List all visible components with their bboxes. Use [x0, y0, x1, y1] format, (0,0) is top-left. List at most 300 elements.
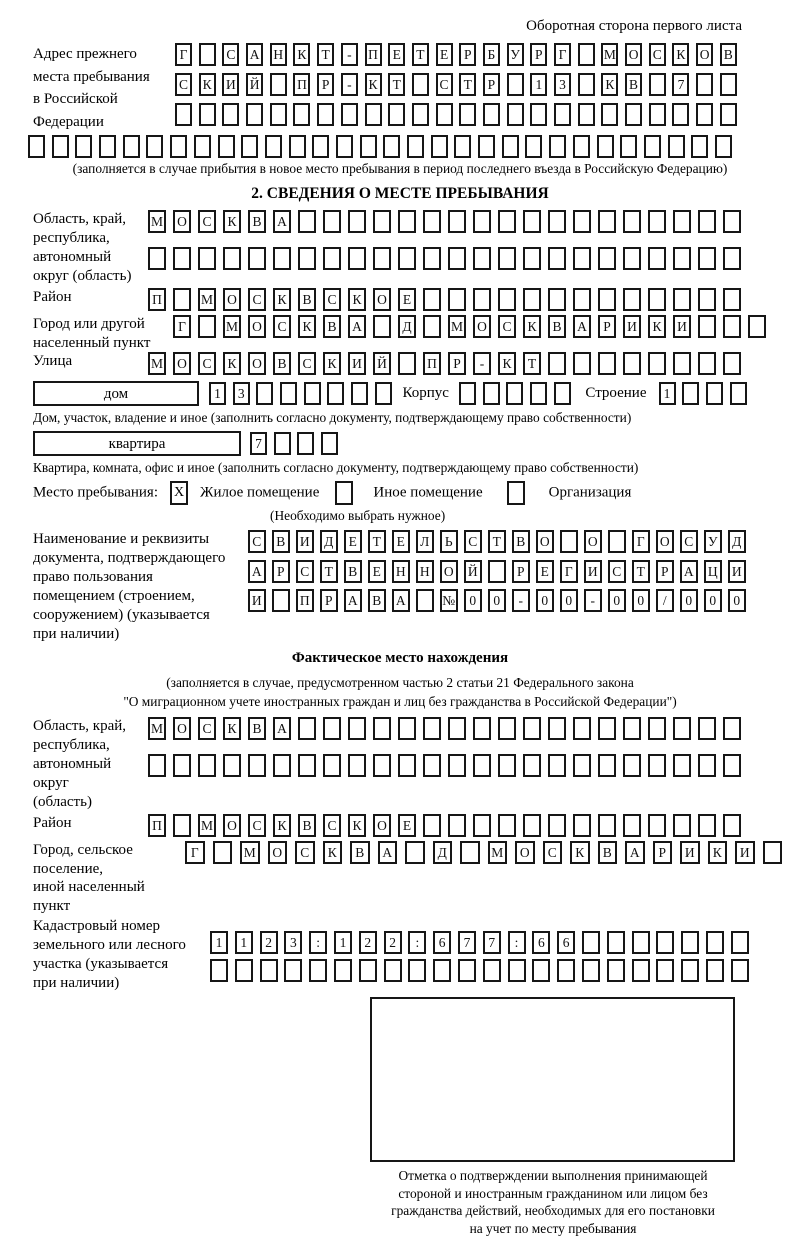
char-box[interactable]: Р: [448, 352, 466, 375]
char-box[interactable]: Т: [459, 73, 476, 96]
char-box[interactable]: Р: [272, 560, 290, 583]
char-box[interactable]: Д: [398, 315, 416, 338]
char-box[interactable]: [272, 589, 290, 612]
char-box[interactable]: К: [223, 717, 241, 740]
char-box[interactable]: П: [148, 288, 166, 311]
char-box[interactable]: [763, 841, 783, 864]
char-box[interactable]: [423, 247, 441, 270]
char-box[interactable]: [673, 288, 691, 311]
char-box[interactable]: [223, 247, 241, 270]
char-box[interactable]: [706, 931, 724, 954]
char-box[interactable]: [673, 352, 691, 375]
char-box[interactable]: [573, 352, 591, 375]
char-box[interactable]: [623, 352, 641, 375]
char-box[interactable]: [454, 135, 471, 158]
char-box[interactable]: Е: [398, 814, 416, 837]
char-box[interactable]: Е: [536, 560, 554, 583]
char-box[interactable]: [715, 135, 732, 158]
char-box[interactable]: С: [198, 210, 216, 233]
char-box[interactable]: [644, 135, 661, 158]
char-box[interactable]: [199, 43, 216, 66]
char-box[interactable]: [498, 754, 516, 777]
char-box[interactable]: [483, 382, 500, 405]
char-box[interactable]: [448, 754, 466, 777]
char-box[interactable]: [28, 135, 45, 158]
char-box[interactable]: В: [368, 589, 386, 612]
char-box[interactable]: К: [523, 315, 541, 338]
char-box[interactable]: [632, 959, 650, 982]
char-box[interactable]: М: [488, 841, 508, 864]
char-box[interactable]: [508, 959, 526, 982]
char-box[interactable]: [199, 103, 216, 126]
char-box[interactable]: [123, 135, 140, 158]
char-box[interactable]: [248, 247, 266, 270]
char-box[interactable]: [336, 135, 353, 158]
char-box[interactable]: К: [498, 352, 516, 375]
char-box[interactable]: [578, 43, 595, 66]
char-box[interactable]: 6: [433, 931, 451, 954]
char-box[interactable]: [173, 814, 191, 837]
char-box[interactable]: [148, 247, 166, 270]
char-box[interactable]: [632, 931, 650, 954]
char-box[interactable]: [523, 717, 541, 740]
char-box[interactable]: [672, 103, 689, 126]
char-box[interactable]: 7: [250, 432, 267, 455]
char-box[interactable]: [373, 754, 391, 777]
char-box[interactable]: -: [512, 589, 530, 612]
char-box[interactable]: [698, 352, 716, 375]
char-box[interactable]: В: [272, 530, 290, 553]
char-box[interactable]: [748, 315, 766, 338]
char-box[interactable]: [375, 382, 392, 405]
char-box[interactable]: С: [222, 43, 239, 66]
char-box[interactable]: 2: [359, 931, 377, 954]
char-box[interactable]: /: [656, 589, 674, 612]
char-box[interactable]: К: [648, 315, 666, 338]
char-box[interactable]: 0: [536, 589, 554, 612]
char-box[interactable]: 0: [608, 589, 626, 612]
char-box[interactable]: [523, 754, 541, 777]
char-box[interactable]: [383, 135, 400, 158]
char-box[interactable]: [623, 288, 641, 311]
char-box[interactable]: [691, 135, 708, 158]
char-box[interactable]: [273, 247, 291, 270]
char-box[interactable]: [502, 135, 519, 158]
char-box[interactable]: [620, 135, 637, 158]
char-box[interactable]: 6: [557, 931, 575, 954]
char-box[interactable]: [573, 288, 591, 311]
char-box[interactable]: [530, 103, 547, 126]
char-box[interactable]: [656, 931, 674, 954]
char-box[interactable]: :: [309, 931, 327, 954]
char-box[interactable]: [194, 135, 211, 158]
char-box[interactable]: [698, 315, 716, 338]
char-box[interactable]: К: [365, 73, 382, 96]
char-box[interactable]: [297, 432, 314, 455]
char-box[interactable]: А: [378, 841, 398, 864]
char-box[interactable]: [525, 135, 542, 158]
char-box[interactable]: [248, 754, 266, 777]
char-box[interactable]: [598, 288, 616, 311]
char-box[interactable]: П: [293, 73, 310, 96]
char-box[interactable]: [213, 841, 233, 864]
char-box[interactable]: О: [696, 43, 713, 66]
char-box[interactable]: И: [248, 589, 266, 612]
char-box[interactable]: [373, 717, 391, 740]
char-box[interactable]: Т: [632, 560, 650, 583]
char-box[interactable]: [573, 814, 591, 837]
char-box[interactable]: Й: [464, 560, 482, 583]
char-box[interactable]: О: [536, 530, 554, 553]
char-box[interactable]: [648, 717, 666, 740]
char-box[interactable]: А: [246, 43, 263, 66]
char-box[interactable]: [274, 432, 291, 455]
char-box[interactable]: И: [680, 841, 700, 864]
char-box[interactable]: К: [348, 814, 366, 837]
char-box[interactable]: [681, 959, 699, 982]
char-box[interactable]: [730, 382, 747, 405]
char-box[interactable]: [423, 210, 441, 233]
char-box[interactable]: [573, 247, 591, 270]
char-box[interactable]: [478, 135, 495, 158]
char-box[interactable]: [623, 814, 641, 837]
char-box[interactable]: С: [298, 352, 316, 375]
char-box[interactable]: [557, 959, 575, 982]
char-box[interactable]: [458, 959, 476, 982]
char-box[interactable]: [52, 135, 69, 158]
char-box[interactable]: И: [296, 530, 314, 553]
char-box[interactable]: 0: [464, 589, 482, 612]
char-box[interactable]: Т: [388, 73, 405, 96]
char-box[interactable]: №: [440, 589, 458, 612]
char-box[interactable]: О: [248, 352, 266, 375]
char-box[interactable]: 3: [284, 931, 302, 954]
char-box[interactable]: С: [175, 73, 192, 96]
char-box[interactable]: М: [198, 814, 216, 837]
char-box[interactable]: Р: [512, 560, 530, 583]
char-box[interactable]: [360, 135, 377, 158]
char-box[interactable]: [723, 315, 741, 338]
char-box[interactable]: [706, 959, 724, 982]
char-box[interactable]: [598, 352, 616, 375]
char-box[interactable]: [573, 210, 591, 233]
char-box[interactable]: [601, 103, 618, 126]
char-box[interactable]: [673, 754, 691, 777]
char-box[interactable]: С: [198, 717, 216, 740]
char-box[interactable]: [507, 103, 524, 126]
char-box[interactable]: [473, 210, 491, 233]
char-box[interactable]: [548, 754, 566, 777]
char-box[interactable]: Р: [653, 841, 673, 864]
char-box[interactable]: [506, 382, 523, 405]
char-box[interactable]: В: [344, 560, 362, 583]
char-box[interactable]: 3: [233, 382, 250, 405]
char-box[interactable]: Н: [392, 560, 410, 583]
char-box[interactable]: П: [365, 43, 382, 66]
char-box[interactable]: В: [298, 814, 316, 837]
char-box[interactable]: [673, 247, 691, 270]
char-box[interactable]: [598, 754, 616, 777]
char-box[interactable]: [198, 315, 216, 338]
char-box[interactable]: [573, 135, 590, 158]
char-box[interactable]: [321, 432, 338, 455]
char-box[interactable]: [523, 247, 541, 270]
char-box[interactable]: О: [173, 717, 191, 740]
char-box[interactable]: В: [512, 530, 530, 553]
char-box[interactable]: А: [273, 717, 291, 740]
char-box[interactable]: [498, 288, 516, 311]
char-box[interactable]: [407, 135, 424, 158]
char-box[interactable]: С: [323, 288, 341, 311]
char-box[interactable]: [720, 103, 737, 126]
char-box[interactable]: М: [240, 841, 260, 864]
char-box[interactable]: М: [148, 717, 166, 740]
char-box[interactable]: -: [584, 589, 602, 612]
char-box[interactable]: О: [223, 288, 241, 311]
confirmation-stamp-box[interactable]: [370, 997, 735, 1162]
char-box[interactable]: О: [625, 43, 642, 66]
char-box[interactable]: [488, 560, 506, 583]
char-box[interactable]: [656, 959, 674, 982]
char-box[interactable]: [270, 73, 287, 96]
char-box[interactable]: [473, 717, 491, 740]
char-box[interactable]: 1: [334, 931, 352, 954]
char-box[interactable]: [648, 814, 666, 837]
char-box[interactable]: Е: [344, 530, 362, 553]
char-box[interactable]: [706, 382, 723, 405]
char-box[interactable]: [388, 103, 405, 126]
char-box[interactable]: [723, 717, 741, 740]
char-box[interactable]: [384, 959, 402, 982]
char-box[interactable]: [423, 288, 441, 311]
char-box[interactable]: [334, 959, 352, 982]
char-box[interactable]: 0: [632, 589, 650, 612]
char-box[interactable]: А: [573, 315, 591, 338]
char-box[interactable]: К: [298, 315, 316, 338]
char-box[interactable]: 7: [458, 931, 476, 954]
char-box[interactable]: [298, 210, 316, 233]
char-box[interactable]: Е: [436, 43, 453, 66]
char-box[interactable]: [448, 717, 466, 740]
char-box[interactable]: [373, 210, 391, 233]
char-box[interactable]: С: [680, 530, 698, 553]
char-box[interactable]: К: [672, 43, 689, 66]
char-box[interactable]: 1: [659, 382, 676, 405]
char-box[interactable]: О: [248, 315, 266, 338]
char-box[interactable]: Р: [656, 560, 674, 583]
char-box[interactable]: :: [408, 931, 426, 954]
char-box[interactable]: С: [295, 841, 315, 864]
char-box[interactable]: К: [570, 841, 590, 864]
char-box[interactable]: [598, 814, 616, 837]
char-box[interactable]: [648, 288, 666, 311]
char-box[interactable]: О: [473, 315, 491, 338]
char-box[interactable]: [423, 717, 441, 740]
char-box[interactable]: Е: [392, 530, 410, 553]
char-box[interactable]: [298, 754, 316, 777]
char-box[interactable]: [598, 247, 616, 270]
char-box[interactable]: И: [728, 560, 746, 583]
char-box[interactable]: [723, 814, 741, 837]
char-box[interactable]: [210, 959, 228, 982]
char-box[interactable]: [327, 382, 344, 405]
char-box[interactable]: М: [601, 43, 618, 66]
char-box[interactable]: В: [248, 210, 266, 233]
char-box[interactable]: М: [148, 210, 166, 233]
char-box[interactable]: Р: [530, 43, 547, 66]
char-box[interactable]: О: [515, 841, 535, 864]
char-box[interactable]: К: [323, 841, 343, 864]
char-box[interactable]: А: [273, 210, 291, 233]
char-box[interactable]: А: [248, 560, 266, 583]
char-box[interactable]: [412, 103, 429, 126]
char-box[interactable]: И: [584, 560, 602, 583]
char-box[interactable]: В: [625, 73, 642, 96]
char-box[interactable]: [173, 247, 191, 270]
char-box[interactable]: [668, 135, 685, 158]
char-box[interactable]: [246, 103, 263, 126]
char-box[interactable]: [582, 931, 600, 954]
char-box[interactable]: Ь: [440, 530, 458, 553]
char-box[interactable]: [623, 717, 641, 740]
char-box[interactable]: [298, 717, 316, 740]
char-box[interactable]: [280, 382, 297, 405]
char-box[interactable]: П: [296, 589, 314, 612]
char-box[interactable]: [649, 103, 666, 126]
char-box[interactable]: Н: [416, 560, 434, 583]
char-box[interactable]: В: [350, 841, 370, 864]
char-box[interactable]: О: [173, 210, 191, 233]
char-box[interactable]: [359, 959, 377, 982]
char-box[interactable]: К: [273, 288, 291, 311]
char-box[interactable]: С: [464, 530, 482, 553]
char-box[interactable]: [348, 247, 366, 270]
char-box[interactable]: [323, 717, 341, 740]
char-box[interactable]: К: [199, 73, 216, 96]
char-box[interactable]: [554, 103, 571, 126]
char-box[interactable]: [498, 717, 516, 740]
char-box[interactable]: [549, 135, 566, 158]
char-box[interactable]: [498, 210, 516, 233]
char-box[interactable]: [323, 247, 341, 270]
char-box[interactable]: В: [298, 288, 316, 311]
char-box[interactable]: [170, 135, 187, 158]
char-box[interactable]: [473, 754, 491, 777]
char-box[interactable]: Т: [320, 560, 338, 583]
char-box[interactable]: [448, 210, 466, 233]
char-box[interactable]: [351, 382, 368, 405]
char-box[interactable]: [323, 210, 341, 233]
char-box[interactable]: Т: [368, 530, 386, 553]
char-box[interactable]: А: [348, 315, 366, 338]
char-box[interactable]: [423, 754, 441, 777]
char-box[interactable]: 1: [530, 73, 547, 96]
char-box[interactable]: Т: [317, 43, 334, 66]
char-box[interactable]: [698, 210, 716, 233]
checkbox-inoe[interactable]: [335, 481, 353, 505]
char-box[interactable]: К: [273, 814, 291, 837]
char-box[interactable]: [498, 814, 516, 837]
char-box[interactable]: [423, 315, 441, 338]
char-box[interactable]: [198, 754, 216, 777]
char-box[interactable]: [578, 73, 595, 96]
char-box[interactable]: [648, 754, 666, 777]
char-box[interactable]: Г: [632, 530, 650, 553]
char-box[interactable]: Д: [728, 530, 746, 553]
char-box[interactable]: [448, 247, 466, 270]
char-box[interactable]: [673, 717, 691, 740]
char-box[interactable]: Б: [483, 43, 500, 66]
char-box[interactable]: В: [548, 315, 566, 338]
char-box[interactable]: [260, 959, 278, 982]
char-box[interactable]: С: [273, 315, 291, 338]
char-box[interactable]: [625, 103, 642, 126]
char-box[interactable]: Т: [412, 43, 429, 66]
char-box[interactable]: 1: [235, 931, 253, 954]
char-box[interactable]: Р: [317, 73, 334, 96]
char-box[interactable]: [548, 288, 566, 311]
char-box[interactable]: [448, 288, 466, 311]
char-box[interactable]: [608, 530, 626, 553]
char-box[interactable]: [293, 103, 310, 126]
char-box[interactable]: С: [498, 315, 516, 338]
char-box[interactable]: Д: [433, 841, 453, 864]
char-box[interactable]: [483, 959, 501, 982]
char-box[interactable]: [698, 288, 716, 311]
char-box[interactable]: [436, 103, 453, 126]
char-box[interactable]: [373, 315, 391, 338]
char-box[interactable]: [459, 382, 476, 405]
char-box[interactable]: [218, 135, 235, 158]
char-box[interactable]: [235, 959, 253, 982]
char-box[interactable]: О: [268, 841, 288, 864]
char-box[interactable]: [270, 103, 287, 126]
char-box[interactable]: [623, 247, 641, 270]
char-box[interactable]: С: [323, 814, 341, 837]
char-box[interactable]: [498, 247, 516, 270]
char-box[interactable]: В: [248, 717, 266, 740]
char-box[interactable]: Г: [560, 560, 578, 583]
char-box[interactable]: М: [223, 315, 241, 338]
char-box[interactable]: -: [341, 73, 358, 96]
char-box[interactable]: [731, 931, 749, 954]
char-box[interactable]: Р: [459, 43, 476, 66]
char-box[interactable]: [412, 73, 429, 96]
char-box[interactable]: Г: [173, 315, 191, 338]
char-box[interactable]: К: [708, 841, 728, 864]
char-box[interactable]: [698, 717, 716, 740]
char-box[interactable]: [423, 814, 441, 837]
char-box[interactable]: [241, 135, 258, 158]
char-box[interactable]: [405, 841, 425, 864]
char-box[interactable]: [348, 210, 366, 233]
char-box[interactable]: К: [323, 352, 341, 375]
char-box[interactable]: С: [248, 530, 266, 553]
char-box[interactable]: [548, 210, 566, 233]
char-box[interactable]: [173, 754, 191, 777]
char-box[interactable]: [312, 135, 329, 158]
char-box[interactable]: [598, 210, 616, 233]
char-box[interactable]: А: [680, 560, 698, 583]
char-box[interactable]: 2: [384, 931, 402, 954]
char-box[interactable]: У: [704, 530, 722, 553]
char-box[interactable]: Е: [368, 560, 386, 583]
char-box[interactable]: [175, 103, 192, 126]
char-box[interactable]: [398, 247, 416, 270]
char-box[interactable]: И: [348, 352, 366, 375]
char-box[interactable]: И: [673, 315, 691, 338]
char-box[interactable]: [398, 754, 416, 777]
